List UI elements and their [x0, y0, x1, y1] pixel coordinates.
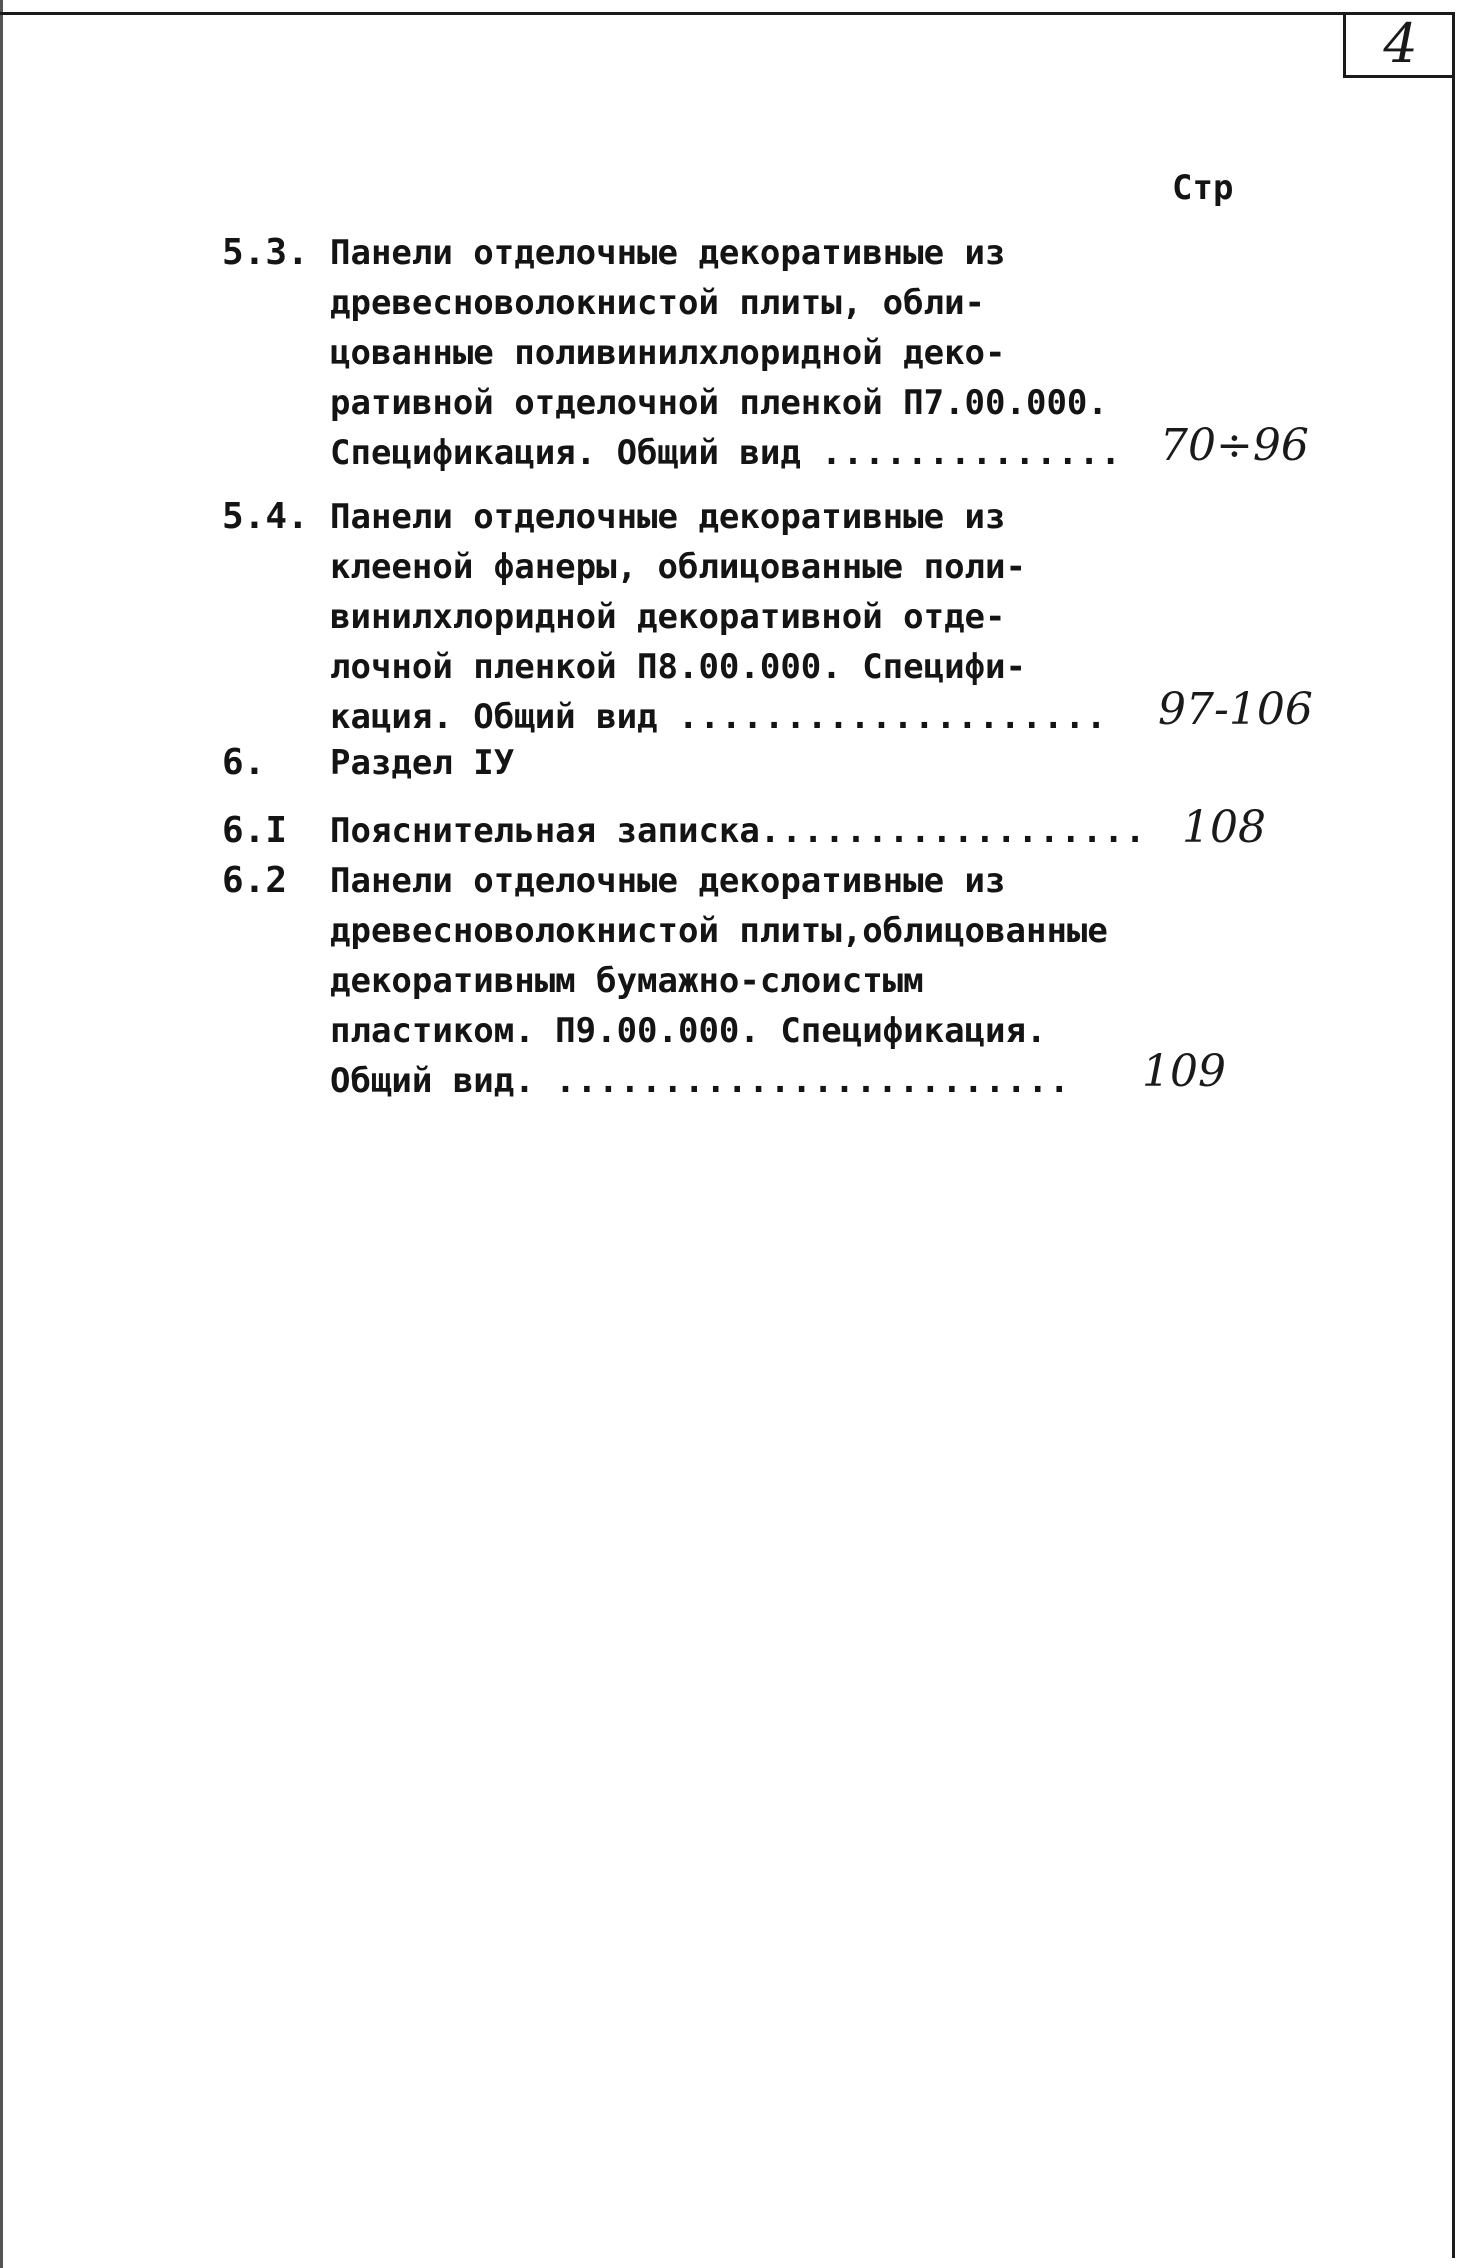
- entry-text: [330, 738, 514, 788]
- page-ref-handwritten: 97-106: [1158, 684, 1313, 735]
- page-ref-handwritten: 70÷96: [1160, 420, 1309, 471]
- page-number: 4: [1383, 11, 1418, 75]
- entry-number: 6.I: [222, 810, 288, 851]
- entry-line: Панели отделочные декоративные из: [330, 497, 1006, 537]
- entry-line: [330, 692, 1107, 742]
- entry-line-text: Пояснительная записка: [330, 811, 760, 851]
- entry-line: лочной пленкой П8.00.000. Специфи-: [330, 647, 1026, 687]
- entry-line: [330, 1056, 1108, 1106]
- entry-number: 5.4.: [222, 496, 309, 537]
- page-column-header: Стр: [1172, 168, 1234, 208]
- entry-line: древесноволокнистой плиты, обли-: [330, 283, 986, 323]
- entry-line-text: Спецификация. Общий вид: [330, 433, 801, 473]
- entry-line: [330, 806, 1146, 856]
- entry-line-text: кация. Общий вид: [330, 697, 658, 737]
- leader-dots: ........................: [555, 1061, 1071, 1101]
- entry-text: [330, 806, 1146, 856]
- entry-number: 6.: [222, 742, 266, 783]
- entry-line-text: Общий вид.: [330, 1061, 535, 1101]
- page-ref-handwritten: 108: [1182, 802, 1266, 853]
- leader-dots: ..............: [821, 433, 1122, 473]
- entry-line: пластиком. П9.00.000. Спецификация.: [330, 1011, 1047, 1051]
- entry-line: клееной фанеры, облицованные поли-: [330, 547, 1026, 587]
- entry-line: древесноволокнистой плиты,облицованные: [330, 911, 1108, 951]
- entry-text: [330, 856, 1108, 1106]
- entry-line: Панели отделочные декоративные из: [330, 233, 1006, 273]
- entry-line: винилхлоридной декоративной отде-: [330, 597, 1006, 637]
- entry-line: [330, 428, 1122, 478]
- entry-line: Раздел IУ: [330, 743, 515, 783]
- leader-dots: ....................: [678, 697, 1108, 737]
- entry-line: Панели отделочные декоративные из: [330, 861, 1006, 901]
- entry-text: [330, 228, 1122, 478]
- leader-dots: ..................: [759, 811, 1147, 851]
- page-ref-handwritten: 109: [1142, 1046, 1226, 1097]
- entry-line: ративной отделочной пленкой П7.00.000.: [330, 383, 1108, 423]
- entry-number: 6.2: [222, 860, 288, 901]
- entry-number: 5.3.: [222, 232, 309, 273]
- entry-line: декоративным бумажно-слоистым: [330, 961, 924, 1001]
- entry-line: цованные поливинилхлоридной деко-: [330, 333, 1006, 373]
- entry-text: [330, 492, 1107, 742]
- page-number-box: [1343, 12, 1455, 78]
